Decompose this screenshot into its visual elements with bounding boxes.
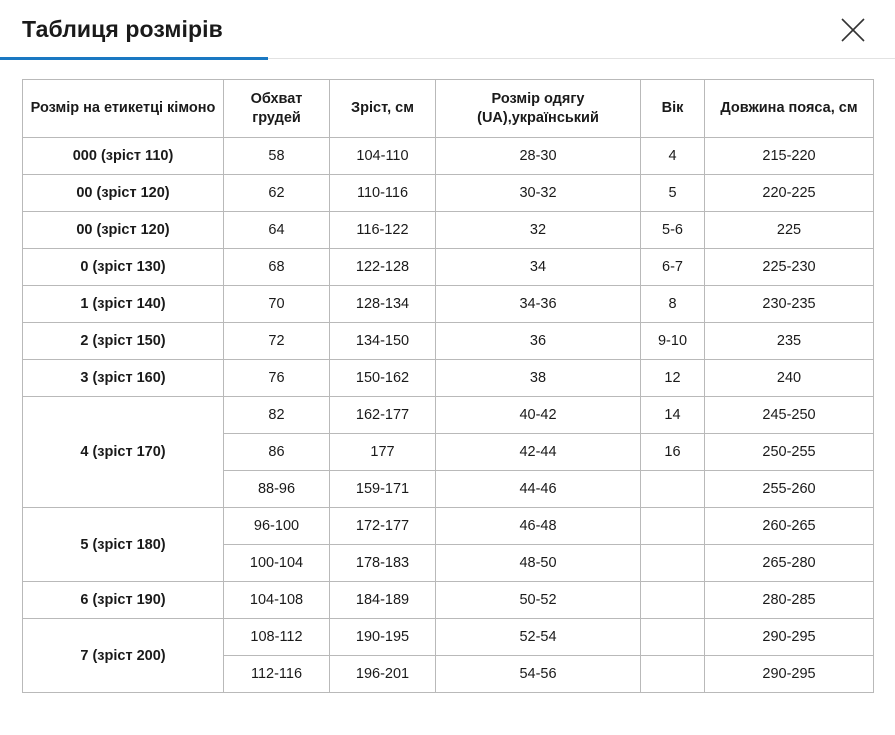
cell-age: 4 bbox=[641, 138, 705, 175]
column-header-age: Вік bbox=[641, 80, 705, 138]
cell-age: 12 bbox=[641, 360, 705, 397]
cell-age: 9-10 bbox=[641, 323, 705, 360]
cell-chest: 72 bbox=[224, 323, 330, 360]
cell-height: 172-177 bbox=[330, 508, 436, 545]
table-body bbox=[23, 138, 874, 693]
cell-height: 190-195 bbox=[330, 619, 436, 656]
table-header bbox=[23, 80, 874, 138]
cell-label: 4 (зріст 170) bbox=[23, 397, 224, 508]
cell-clothing-size: 54-56 bbox=[436, 656, 641, 693]
cell-age bbox=[641, 582, 705, 619]
cell-height: 178-183 bbox=[330, 545, 436, 582]
cell-chest: 88-96 bbox=[224, 471, 330, 508]
cell-label: 2 (зріст 150) bbox=[23, 323, 224, 360]
cell-belt-length: 225-230 bbox=[705, 249, 874, 286]
cell-chest: 86 bbox=[224, 434, 330, 471]
table-row bbox=[23, 508, 874, 545]
cell-chest: 100-104 bbox=[224, 545, 330, 582]
cell-height: 159-171 bbox=[330, 471, 436, 508]
cell-belt-length: 240 bbox=[705, 360, 874, 397]
cell-label: 0 (зріст 130) bbox=[23, 249, 224, 286]
column-header-belt-length: Довжина пояса, см bbox=[705, 80, 874, 138]
cell-clothing-size: 28-30 bbox=[436, 138, 641, 175]
table-row bbox=[23, 286, 874, 323]
cell-height: 110-116 bbox=[330, 175, 436, 212]
cell-clothing-size: 36 bbox=[436, 323, 641, 360]
cell-height: 116-122 bbox=[330, 212, 436, 249]
table-row bbox=[23, 397, 874, 434]
cell-clothing-size: 34 bbox=[436, 249, 641, 286]
table-row bbox=[23, 360, 874, 397]
close-icon-glyph bbox=[840, 17, 866, 43]
cell-chest: 70 bbox=[224, 286, 330, 323]
cell-label: 7 (зріст 200) bbox=[23, 619, 224, 693]
close-icon[interactable] bbox=[835, 12, 871, 48]
cell-clothing-size: 44-46 bbox=[436, 471, 641, 508]
cell-height: 196-201 bbox=[330, 656, 436, 693]
cell-belt-length: 290-295 bbox=[705, 656, 874, 693]
cell-height: 104-110 bbox=[330, 138, 436, 175]
cell-age bbox=[641, 545, 705, 582]
cell-label: 000 (зріст 110) bbox=[23, 138, 224, 175]
table-row bbox=[23, 582, 874, 619]
cell-chest: 64 bbox=[224, 212, 330, 249]
cell-height: 122-128 bbox=[330, 249, 436, 286]
cell-age bbox=[641, 508, 705, 545]
cell-label: 6 (зріст 190) bbox=[23, 582, 224, 619]
cell-belt-length: 260-265 bbox=[705, 508, 874, 545]
cell-label: 00 (зріст 120) bbox=[23, 175, 224, 212]
column-header-clothing-size: Розмір одягу (UA),український bbox=[436, 80, 641, 138]
cell-belt-length: 245-250 bbox=[705, 397, 874, 434]
cell-belt-length: 250-255 bbox=[705, 434, 874, 471]
cell-chest: 96-100 bbox=[224, 508, 330, 545]
cell-belt-length: 280-285 bbox=[705, 582, 874, 619]
cell-clothing-size: 52-54 bbox=[436, 619, 641, 656]
cell-belt-length: 255-260 bbox=[705, 471, 874, 508]
cell-clothing-size: 42-44 bbox=[436, 434, 641, 471]
cell-chest: 112-116 bbox=[224, 656, 330, 693]
cell-belt-length: 215-220 bbox=[705, 138, 874, 175]
cell-belt-length: 230-235 bbox=[705, 286, 874, 323]
header-divider bbox=[268, 58, 895, 59]
cell-belt-length: 235 bbox=[705, 323, 874, 360]
cell-clothing-size: 30-32 bbox=[436, 175, 641, 212]
cell-label: 5 (зріст 180) bbox=[23, 508, 224, 582]
cell-belt-length: 290-295 bbox=[705, 619, 874, 656]
cell-belt-length: 225 bbox=[705, 212, 874, 249]
cell-clothing-size: 46-48 bbox=[436, 508, 641, 545]
table-row bbox=[23, 212, 874, 249]
title-underline bbox=[0, 57, 268, 60]
cell-belt-length: 220-225 bbox=[705, 175, 874, 212]
cell-chest: 76 bbox=[224, 360, 330, 397]
cell-chest: 58 bbox=[224, 138, 330, 175]
cell-age bbox=[641, 619, 705, 656]
cell-height: 134-150 bbox=[330, 323, 436, 360]
cell-chest: 68 bbox=[224, 249, 330, 286]
table-row bbox=[23, 323, 874, 360]
cell-chest: 62 bbox=[224, 175, 330, 212]
column-header-label: Розмір на етикетці кімоно bbox=[23, 80, 224, 138]
cell-age bbox=[641, 471, 705, 508]
column-header-chest: Обхват грудей bbox=[224, 80, 330, 138]
cell-chest: 104-108 bbox=[224, 582, 330, 619]
cell-height: 150-162 bbox=[330, 360, 436, 397]
size-table-container bbox=[0, 60, 895, 693]
cell-chest: 108-112 bbox=[224, 619, 330, 656]
cell-label: 3 (зріст 160) bbox=[23, 360, 224, 397]
cell-height: 177 bbox=[330, 434, 436, 471]
table-row bbox=[23, 138, 874, 175]
cell-age: 16 bbox=[641, 434, 705, 471]
cell-age bbox=[641, 656, 705, 693]
cell-clothing-size: 50-52 bbox=[436, 582, 641, 619]
modal-header bbox=[0, 0, 895, 60]
table-row bbox=[23, 249, 874, 286]
cell-label: 1 (зріст 140) bbox=[23, 286, 224, 323]
cell-age: 5-6 bbox=[641, 212, 705, 249]
cell-age: 5 bbox=[641, 175, 705, 212]
column-header-height: Зріст, см bbox=[330, 80, 436, 138]
cell-clothing-size: 32 bbox=[436, 212, 641, 249]
cell-age: 6-7 bbox=[641, 249, 705, 286]
table-row bbox=[23, 619, 874, 656]
cell-label: 00 (зріст 120) bbox=[23, 212, 224, 249]
table-header-row bbox=[23, 80, 874, 138]
cell-height: 184-189 bbox=[330, 582, 436, 619]
cell-height: 128-134 bbox=[330, 286, 436, 323]
size-table bbox=[22, 79, 874, 693]
cell-clothing-size: 38 bbox=[436, 360, 641, 397]
cell-clothing-size: 48-50 bbox=[436, 545, 641, 582]
table-row bbox=[23, 175, 874, 212]
cell-belt-length: 265-280 bbox=[705, 545, 874, 582]
cell-chest: 82 bbox=[224, 397, 330, 434]
cell-age: 14 bbox=[641, 397, 705, 434]
cell-height: 162-177 bbox=[330, 397, 436, 434]
page-title: Таблиця розмірів bbox=[22, 15, 223, 42]
cell-age: 8 bbox=[641, 286, 705, 323]
cell-clothing-size: 34-36 bbox=[436, 286, 641, 323]
cell-clothing-size: 40-42 bbox=[436, 397, 641, 434]
